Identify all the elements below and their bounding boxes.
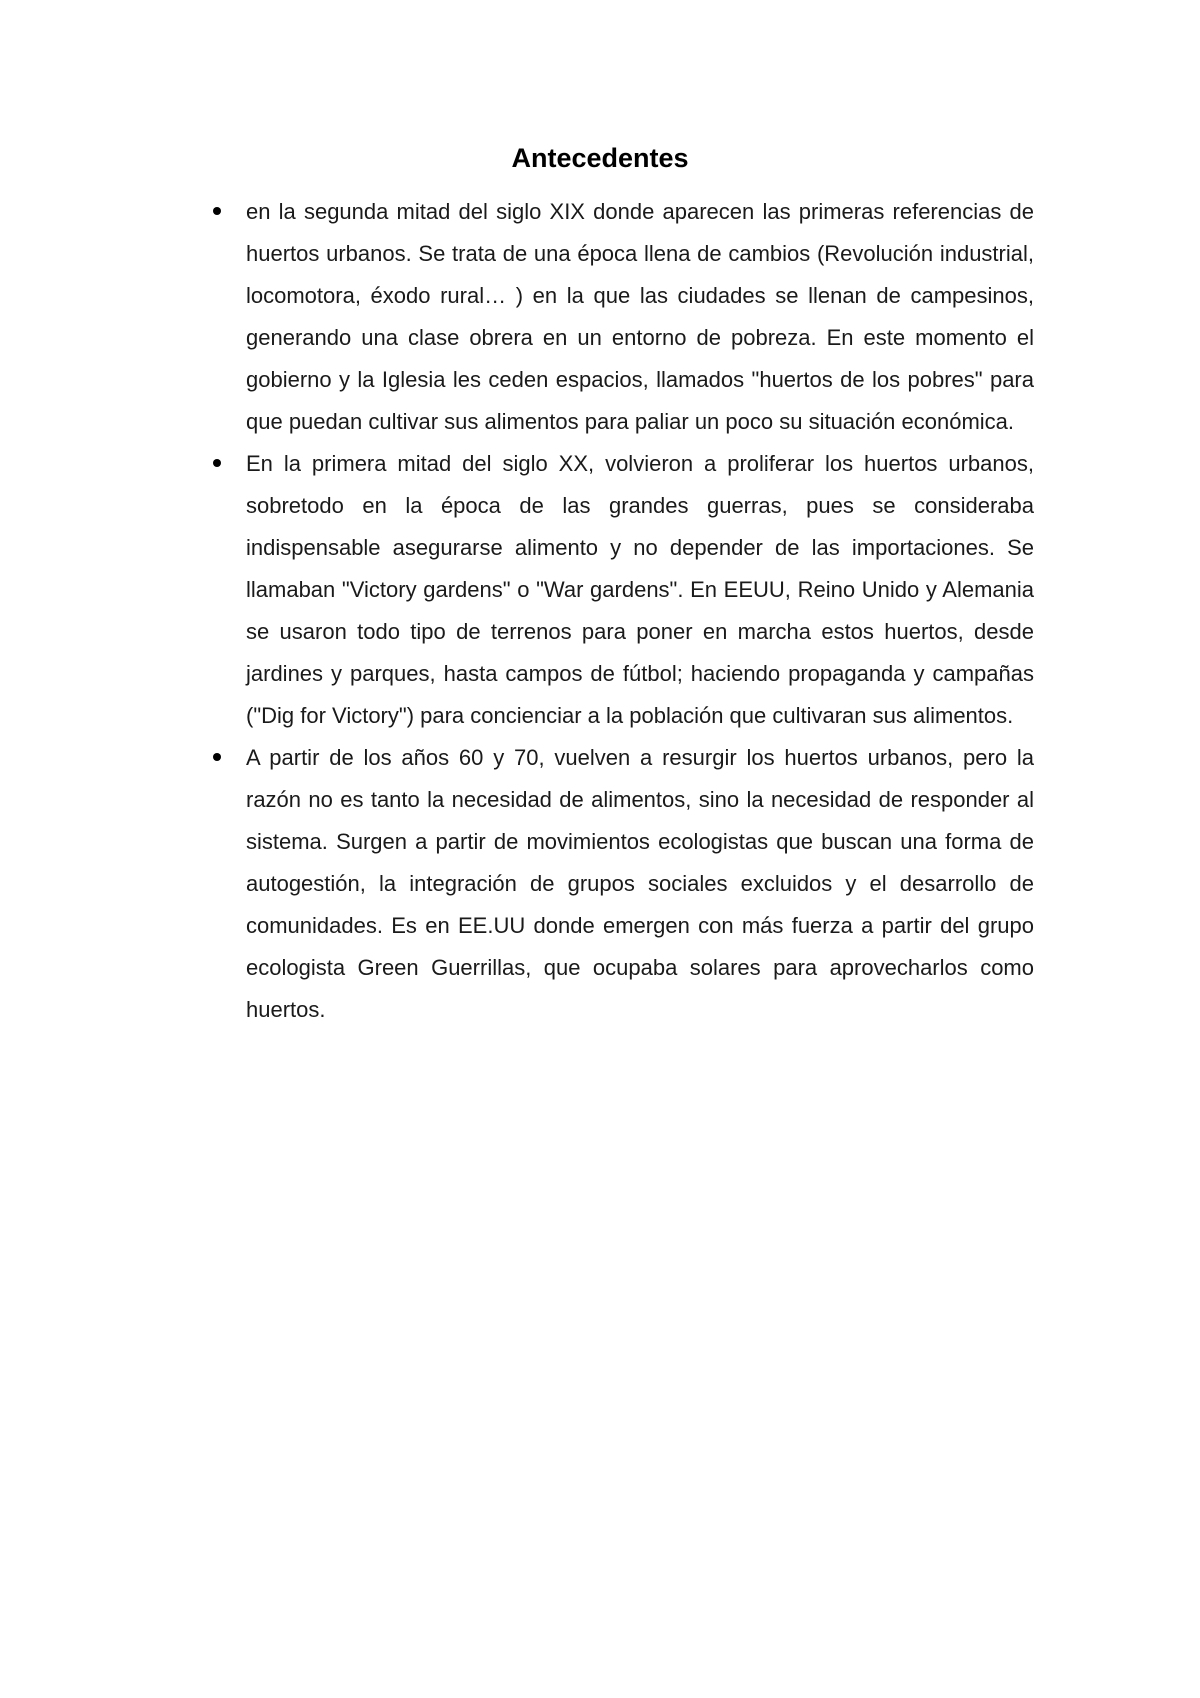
bullet-text: A partir de los años 60 y 70, vuelven a resurgir los huertos urbanos, pero la razón no es tanto la necesidad de alimentos, sino la necesidad de responder al sistema. Surgen a partir de movimientos ecologistas que buscan una forma de autogestión, la integración de grupos sociales excluidos y el desarrollo de comunidades. Es en EE.UU donde emergen con más fuerza a partir del grupo ecologista Green Guerrillas, que ocupaba solares para aprovecharlos como huertos.	[246, 745, 1034, 1022]
bullet-item	[200, 191, 1034, 443]
bullet-text: En la primera mitad del siglo XX, volvieron a proliferar los huertos urbanos, sobretodo en la época de las grandes guerras, pues se consideraba indispensable asegurarse alimento y no depender de las importaciones. Se llamaban "Victory gardens" o "War gardens". En EEUU, Reino Unido y Alemania se usaron todo tipo de terrenos para poner en marcha estos huertos, desde jardines y parques, hasta campos de fútbol; haciendo propaganda y campañas ("Dig for Victory") para concienciar a la población que cultivaran sus alimentos.	[246, 451, 1034, 728]
bullet-icon	[213, 459, 221, 467]
bullet-icon	[213, 753, 221, 761]
document-title: Antecedentes	[511, 143, 689, 173]
bullet-item	[200, 443, 1034, 737]
bullet-icon	[213, 207, 221, 215]
bullet-item	[200, 737, 1034, 1031]
bullet-text: en la segunda mitad del siglo XIX donde aparecen las primeras referencias de huertos urbanos. Se trata de una época llena de cambios (Revolución industrial, locomotora, éxodo rural… ) en la que las ciudades se llenan de campesinos, generando una clase obrera en un entorno de pobreza. En este momento el gobierno y la Iglesia les ceden espacios, llamados "huertos de los pobres" para que puedan cultivar sus alimentos para paliar un poco su situación económica.	[246, 199, 1034, 434]
bullet-list	[200, 191, 1034, 1031]
